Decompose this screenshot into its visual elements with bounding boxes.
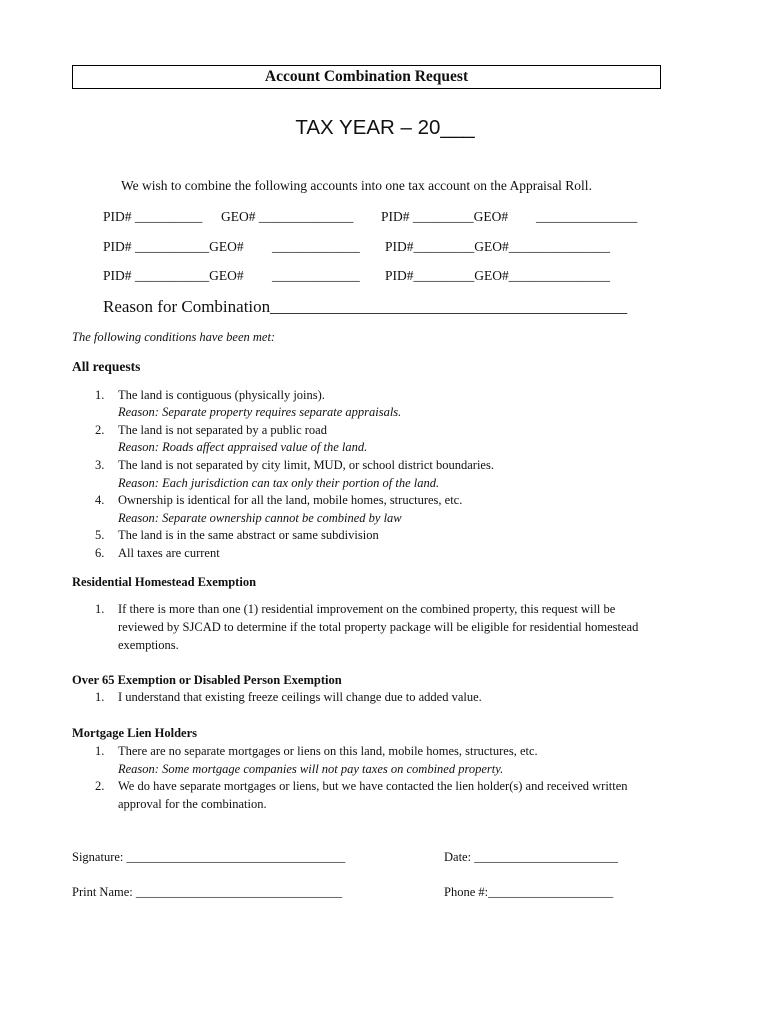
geo-field[interactable]: _______________ bbox=[536, 209, 638, 224]
list-item: If there is more than one (1) residential improvement on the combined property, this request will be bbox=[118, 602, 616, 616]
list-number: 2. bbox=[95, 779, 105, 793]
list-number: 4. bbox=[95, 493, 105, 507]
intro-text: We wish to combine the following accounts into one tax account on the Appraisal Roll. bbox=[121, 178, 592, 193]
pid-geo-field[interactable]: PID# _________GEO# bbox=[381, 209, 509, 224]
list-number: 1. bbox=[95, 744, 105, 758]
list-item: approval for the combination. bbox=[118, 797, 267, 811]
list-item-reason: Reason: Each jurisdiction can tax only their portion of the land. bbox=[118, 476, 440, 490]
pid-geo-field[interactable]: PID#_________GEO#_______________ bbox=[385, 239, 610, 254]
list-item: The land is in the same abstract or same subdivision bbox=[118, 528, 379, 542]
list-number: 1. bbox=[95, 602, 105, 616]
pid-geo-field[interactable]: PID# ___________GEO# bbox=[103, 239, 244, 254]
mortgage-heading: Mortgage Lien Holders bbox=[72, 726, 197, 740]
list-item: The land is not separated by city limit, MUD, or school district boundaries. bbox=[118, 458, 494, 472]
tax-year-heading: TAX YEAR – 20___ bbox=[295, 116, 475, 139]
list-number: 2. bbox=[95, 423, 105, 437]
date-field[interactable]: Date: _______________________ bbox=[444, 850, 618, 864]
list-item-reason: Reason: Roads affect appraised value of the land. bbox=[118, 440, 368, 454]
list-number: 6. bbox=[95, 546, 105, 560]
homestead-heading: Residential Homestead Exemption bbox=[72, 575, 257, 589]
list-item: We do have separate mortgages or liens, but we have contacted the lien holder(s) and received written bbox=[118, 779, 628, 793]
list-item: Ownership is identical for all the land, mobile homes, structures, etc. bbox=[118, 493, 463, 507]
form-title: Account Combination Request bbox=[72, 65, 661, 89]
list-item-reason: Reason: Some mortgage companies will not pay taxes on combined property. bbox=[118, 762, 504, 776]
pid-field[interactable]: PID# __________ bbox=[103, 209, 203, 224]
list-item: The land is not separated by a public road bbox=[118, 423, 327, 437]
list-item: exemptions. bbox=[118, 638, 179, 652]
pid-geo-field[interactable]: PID# ___________GEO# bbox=[103, 268, 244, 283]
list-number: 1. bbox=[95, 388, 105, 402]
all-requests-heading: All requests bbox=[72, 359, 141, 374]
over65-heading: Over 65 Exemption or Disabled Person Exemption bbox=[72, 673, 342, 687]
conditions-intro: The following conditions have been met: bbox=[72, 330, 276, 344]
list-item: I understand that existing freeze ceilings will change due to added value. bbox=[118, 690, 482, 704]
list-number: 1. bbox=[95, 690, 105, 704]
list-number: 3. bbox=[95, 458, 105, 472]
list-item: reviewed by SJCAD to determine if the total property package will be eligible for residential homestead bbox=[118, 620, 639, 634]
reason-for-combination-field[interactable]: Reason for Combination__________________________________________ bbox=[103, 297, 628, 316]
list-item-reason: Reason: Separate property requires separate appraisals. bbox=[118, 405, 402, 419]
list-item-reason: Reason: Separate ownership cannot be combined by law bbox=[118, 511, 402, 525]
geo-field[interactable]: _____________ bbox=[272, 239, 360, 254]
pid-geo-field[interactable]: PID#_________GEO#_______________ bbox=[385, 268, 610, 283]
geo-field[interactable]: GEO# ______________ bbox=[221, 209, 354, 224]
geo-field[interactable]: _____________ bbox=[272, 268, 360, 283]
list-item: The land is contiguous (physically joins). bbox=[118, 388, 325, 402]
print-name-field[interactable]: Print Name: _________________________________ bbox=[72, 885, 343, 899]
phone-field[interactable]: Phone #:____________________ bbox=[444, 885, 614, 899]
list-item: All taxes are current bbox=[118, 546, 220, 560]
list-item: There are no separate mortgages or liens on this land, mobile homes, structures, etc. bbox=[118, 744, 538, 758]
signature-field[interactable]: Signature: ___________________________________ bbox=[72, 850, 346, 864]
list-number: 5. bbox=[95, 528, 105, 542]
